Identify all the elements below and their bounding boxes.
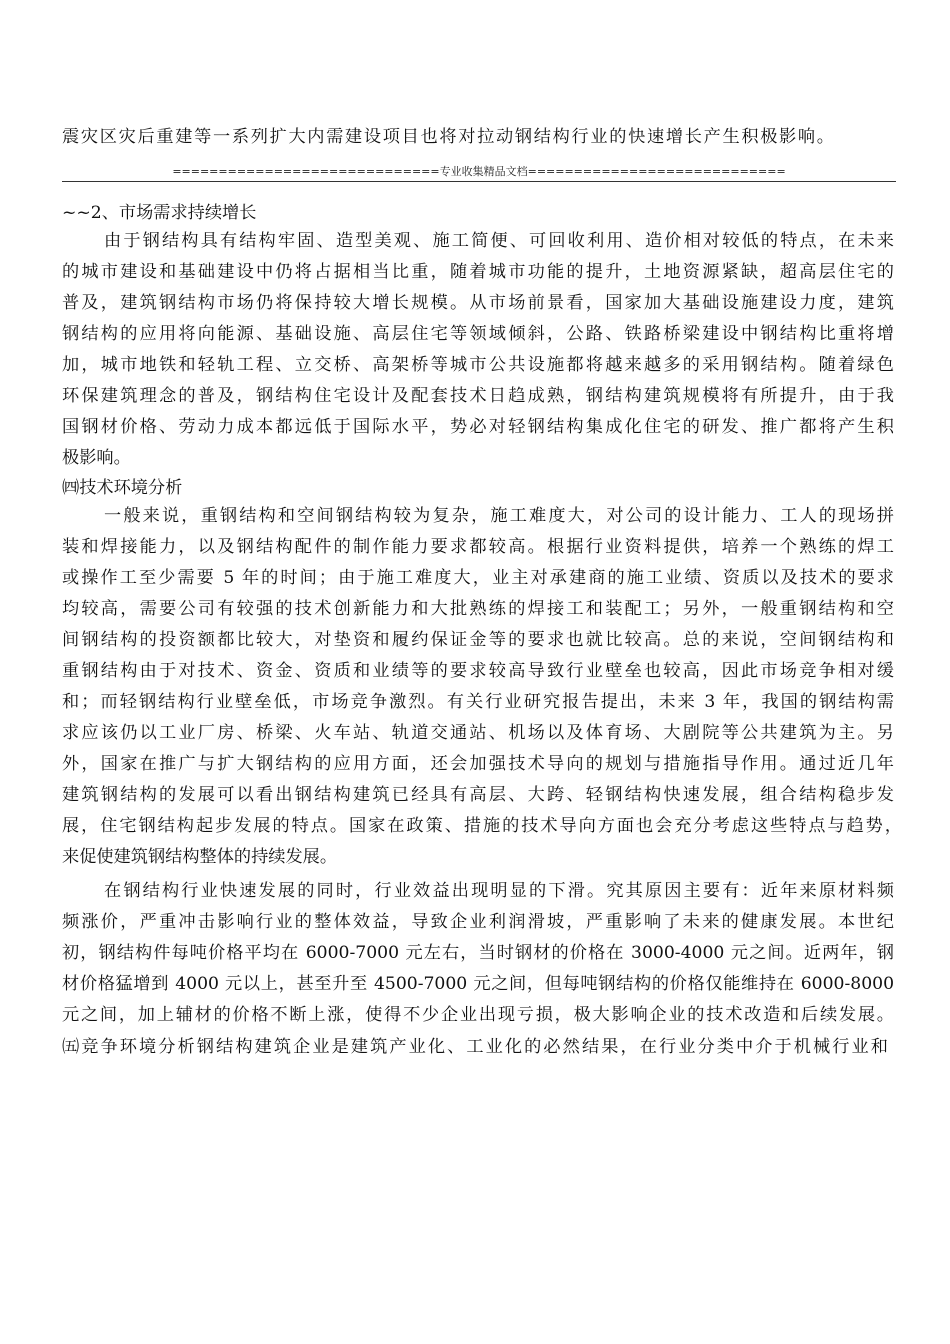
top-line: 震灾区灾后重建等一系列扩大内需建设项目也将对拉动钢结构行业的快速增长产生积极影响。	[62, 127, 834, 147]
paragraph-line: 加，城市地铁和轻轨工程、立交桥、高架桥等城市公共设施都将越来越多的采用钢结构。随着绿色	[62, 355, 894, 375]
section-heading-tech: ㈣技术环境分析	[62, 478, 183, 498]
paragraph-line: 钢结构的应用将向能源、基础设施、高层住宅等领域倾斜，公路、铁路桥梁建设中钢结构比重将增	[62, 324, 894, 344]
paragraph-line: 普及，建筑钢结构市场仍将保持较大增长规模。从市场前景看，国家加大基础设施建设力度，建筑	[62, 293, 894, 313]
paragraph-line: 的城市建设和基础建设中仍将占据相当比重，随着城市功能的提升，土地资源紧缺，超高层住宅的	[62, 262, 894, 282]
section-heading-market: ~~2、市场需求持续增长	[62, 203, 257, 223]
paragraph-line: 初，钢结构件每吨价格平均在 6000-7000 元左右，当时钢材的价格在 3000-4000 元之间。近两年，钢	[62, 943, 894, 963]
paragraph-line: 均较高，需要公司有较强的技术创新能力和大批熟练的焊接工和装配工；另外，一般重钢结构和空	[62, 599, 894, 619]
paragraph-line: 或操作工至少需要 5 年的时间；由于施工难度大，业主对承建商的施工业绩、资质以及技术的要求	[62, 568, 894, 588]
paragraph-line: 由于钢结构具有结构牢固、造型美观、施工简便、可回收利用、造价相对较低的特点，在未来	[104, 231, 894, 251]
paragraph-line: 建筑钢结构的发展可以看出钢结构建筑已经具有高层、大跨、轻钢结构快速发展，组合结构稳步发	[62, 785, 894, 805]
paragraph-line: 元之间，加上辅材的价格不断上涨，使得不少企业出现亏损，极大影响企业的技术改造和后续发展。	[62, 1005, 894, 1025]
paragraph-line: 间钢结构的投资额都比较大，对垫资和履约保证金等的要求也就比较高。总的来说，空间钢结构和	[62, 630, 894, 650]
paragraph-line: 展，住宅钢结构起步发展的特点。国家在政策、措施的技术导向方面也会充分考虑这些特点与趋势，	[62, 816, 902, 836]
paragraph-line: 外，国家在推广与扩大钢结构的应用方面，还会加强技术导向的规划与措施指导作用。通过近几年	[62, 754, 894, 774]
paragraph-line: 装和焊接能力，以及钢结构配件的制作能力要求都较高。根据行业资料提供，培养一个熟练的焊工	[62, 537, 894, 557]
paragraph-line: 重钢结构由于对技术、资金、资质和业绩等的要求较高导致行业壁垒也较高，因此市场竞争相对缓	[62, 661, 894, 681]
paragraph-line: 环保建筑理念的普及，钢结构住宅设计及配套技术日趋成熟，钢结构建筑规模将有所提升，由于我	[62, 386, 894, 406]
paragraph-line: 在钢结构行业快速发展的同时，行业效益出现明显的下滑。究其原因主要有：近年来原材料频	[104, 881, 894, 901]
paragraph-line: 频涨价，严重冲击影响行业的整体效益，导致企业利润滑坡，严重影响了未来的健康发展。本世纪	[62, 912, 894, 932]
header-rule	[62, 181, 896, 182]
paragraph-line: 和；而轻钢结构行业壁垒低，市场竞争激烈。有关行业研究报告提出，未来 3 年，我国的钢结构需	[62, 692, 894, 712]
paragraph-line: 极影响。	[62, 448, 131, 468]
paragraph-line: 一般来说，重钢结构和空间钢结构较为复杂，施工难度大，对公司的设计能力、工人的现场拼	[104, 506, 894, 526]
paragraph-line: ㈤竞争环境分析钢结构建筑企业是建筑产业化、工业化的必然结果，在行业分类中介于机械行业和	[62, 1037, 888, 1057]
paragraph-line: 材价格猛增到 4000 元以上，甚至升至 4500-7000 元之间，但每吨钢结构的价格仅能维持在 6000-8000	[62, 974, 894, 994]
paragraph-line: 求应该仍以工业厂房、桥梁、火车站、轨道交通站、机场以及体育场、大剧院等公共建筑为主。另	[62, 723, 894, 743]
header-banner: =============================专业收集精品文档============================	[172, 165, 786, 178]
paragraph-line: 来促使建筑钢结构整体的持续发展。	[62, 847, 338, 867]
paragraph-line: 国钢材价格、劳动力成本都远低于国际水平，势必对轻钢结构集成化住宅的研发、推广都将产生积	[62, 417, 894, 437]
